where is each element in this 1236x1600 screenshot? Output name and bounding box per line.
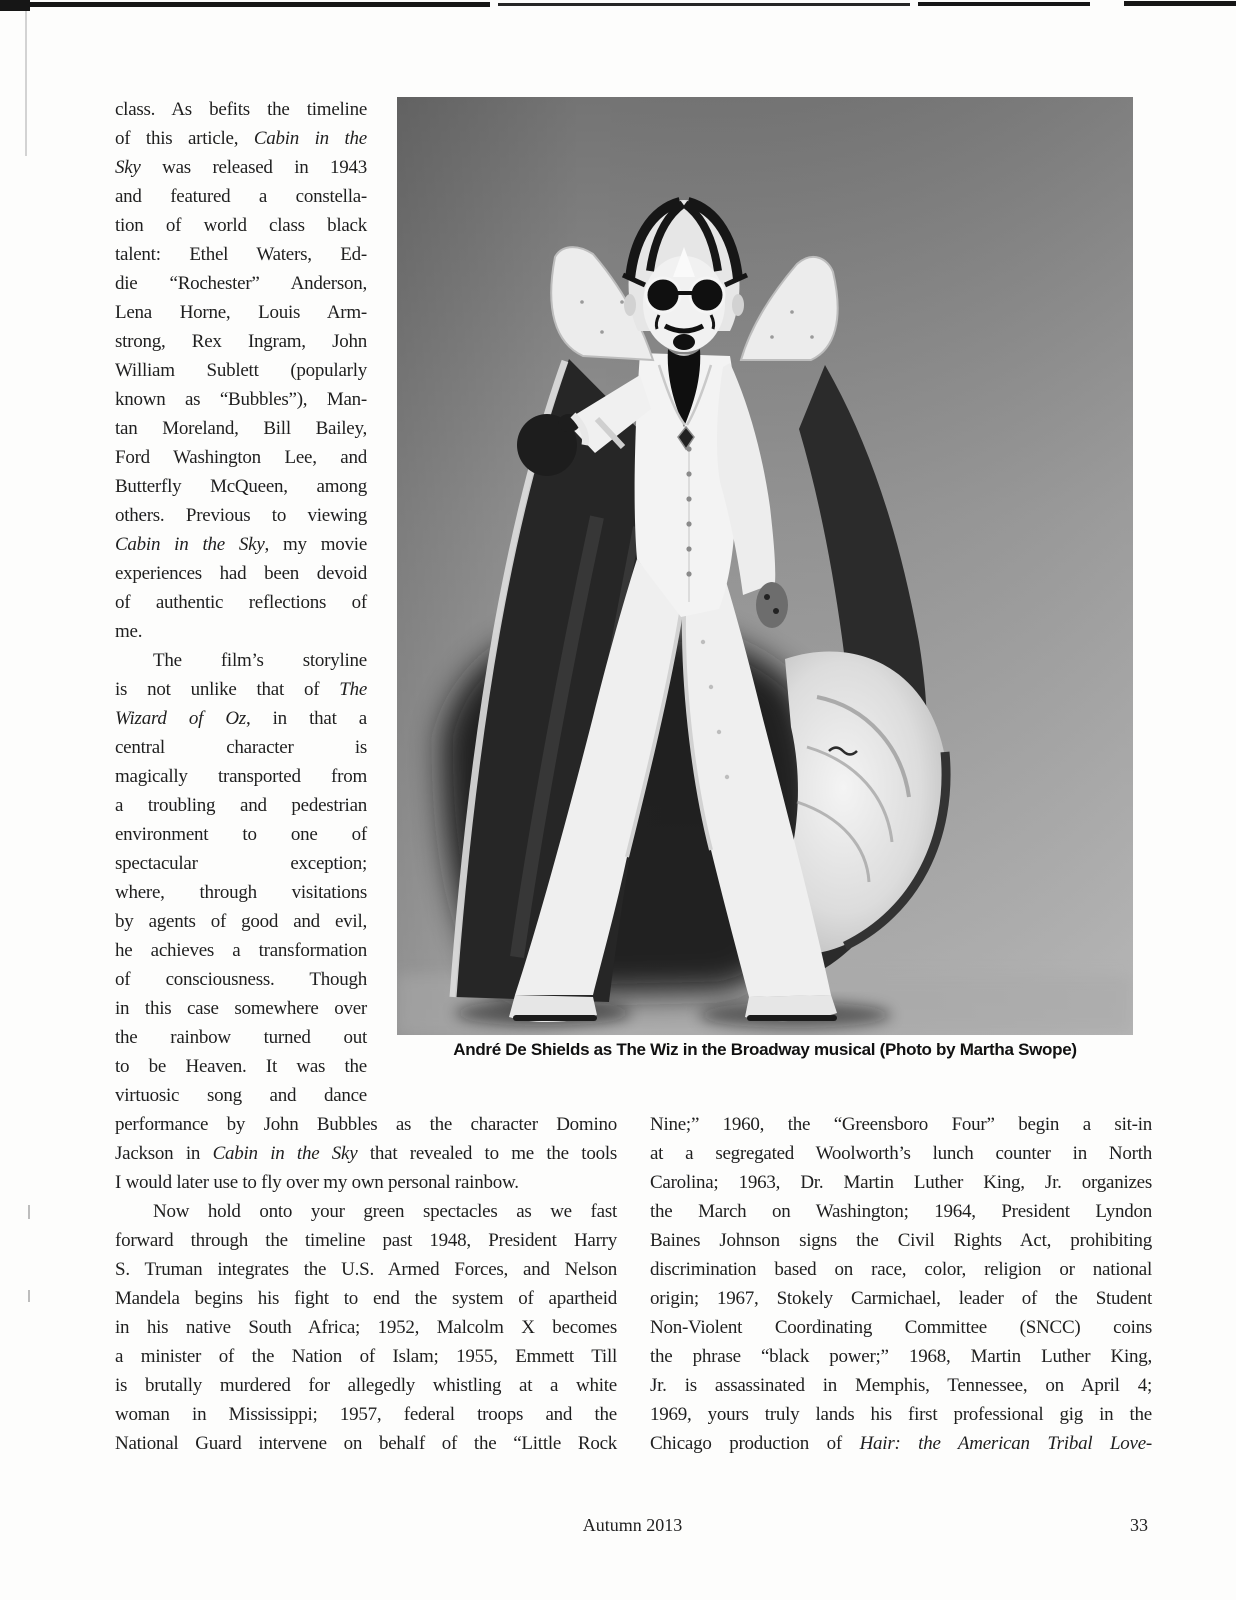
text-line: class. As befits the timeline	[115, 99, 367, 120]
wiz-photo	[397, 97, 1133, 1035]
text-line: and featured a constella-	[115, 186, 367, 207]
text-line: Chicago production of Hair: the American Tribal Love-	[650, 1433, 1152, 1454]
text-line: of authentic reflections of	[115, 592, 367, 613]
text-line: S. Truman integrates the U.S. Armed Forces, and Nelson	[115, 1259, 617, 1280]
text-line: where, through visitations	[115, 882, 367, 903]
text-line: tan Moreland, Bill Bailey,	[115, 418, 367, 439]
text-line: a troubling and pedestrian	[115, 795, 367, 816]
text-line: of this article, Cabin in the	[115, 128, 367, 149]
text-line: experiences had been devoid	[115, 563, 367, 584]
text-line: is brutally murdered for allegedly whistling at a white	[115, 1375, 617, 1396]
text-line: the rainbow turned out	[115, 1027, 367, 1048]
scan-artifact-speck	[28, 1290, 30, 1302]
text-line: origin; 1967, Stokely Carmichael, leader of the Student	[650, 1288, 1152, 1309]
scan-artifact-top-line	[918, 2, 1090, 6]
text-line: 1969, yours truly lands his first professional gig in the	[650, 1404, 1152, 1425]
text-line: Ford Washington Lee, and	[115, 447, 367, 468]
text-line: National Guard intervene on behalf of the “Little Rock	[115, 1433, 617, 1454]
text-line: of consciousness. Though	[115, 969, 367, 990]
article-column-narrow	[115, 95, 367, 1110]
text-line: the March on Washington; 1964, President Lyndon	[650, 1201, 1152, 1222]
text-line: Wizard of Oz, in that a	[115, 708, 367, 729]
scan-artifact-top-line	[498, 3, 910, 6]
text-line: virtuosic song and dance	[115, 1085, 367, 1106]
text-line: die “Rochester” Anderson,	[115, 273, 367, 294]
footer-page-number: 33	[1130, 1515, 1148, 1535]
text-line: tion of world class black	[115, 215, 367, 236]
text-line: woman in Mississippi; 1957, federal troops and the	[115, 1404, 617, 1425]
text-line: in this case somewhere over	[115, 998, 367, 1019]
text-line: Carolina; 1963, Dr. Martin Luther King, Jr. organizes	[650, 1172, 1152, 1193]
text-line: forward through the timeline past 1948, President Harry	[115, 1230, 617, 1251]
text-line: Jr. is assassinated in Memphis, Tennessee, on April 4;	[650, 1375, 1152, 1396]
text-line: central character is	[115, 737, 367, 758]
article-column-bottom-left	[115, 1110, 617, 1458]
text-line: known as “Bubbles”), Man-	[115, 389, 367, 410]
scan-artifact-top-line	[30, 2, 490, 7]
text-line: Baines Johnson signs the Civil Rights Act, prohibiting	[650, 1230, 1152, 1251]
text-line: discrimination based on race, color, religion or national	[650, 1259, 1152, 1280]
text-line: at a segregated Woolworth’s lunch counter in North	[650, 1143, 1152, 1164]
text-line: Butterfly McQueen, among	[115, 476, 367, 497]
text-line: Cabin in the Sky, my movie	[115, 534, 367, 555]
text-line: Non-Violent Coordinating Committee (SNCC) coins	[650, 1317, 1152, 1338]
text-line: I would later use to fly over my own personal rainbow.	[115, 1172, 519, 1193]
text-line: William Sublett (popularly	[115, 360, 367, 381]
text-line: talent: Ethel Waters, Ed-	[115, 244, 367, 265]
text-line: by agents of good and evil,	[115, 911, 367, 932]
scan-artifact-vertical-line	[25, 11, 27, 156]
text-line: others. Previous to viewing	[115, 505, 367, 526]
scan-artifact-corner-blob	[0, 0, 30, 11]
text-line: Now hold onto your green spectacles as we fast	[153, 1201, 617, 1222]
text-line: in his native South Africa; 1952, Malcolm X becomes	[115, 1317, 617, 1338]
text-line: Lena Horne, Louis Arm-	[115, 302, 367, 323]
article-photo	[397, 97, 1133, 1035]
page-footer	[115, 1515, 1150, 1536]
text-line: he achieves a transformation	[115, 940, 367, 961]
text-line: to be Heaven. It was the	[115, 1056, 367, 1077]
text-line: me.	[115, 621, 143, 642]
text-line: performance by John Bubbles as the character Domino	[115, 1114, 617, 1135]
text-line: Mandela begins his fight to end the system of apartheid	[115, 1288, 617, 1309]
scan-artifact-speck	[28, 1205, 30, 1219]
text-line: strong, Rex Ingram, John	[115, 331, 367, 352]
text-line: is not unlike that of The	[115, 679, 367, 700]
text-line: Nine;” 1960, the “Greensboro Four” begin a sit-in	[650, 1114, 1152, 1135]
text-line: Jackson in Cabin in the Sky that revealed to me the tools	[115, 1143, 618, 1164]
article-column-bottom-right	[650, 1110, 1152, 1458]
text-line: Sky was released in 1943	[115, 157, 367, 178]
footer-issue: Autumn 2013	[582, 1515, 683, 1535]
text-line: spectacular exception;	[115, 853, 367, 874]
text-line: environment to one of	[115, 824, 367, 845]
text-line: The film’s storyline	[153, 650, 367, 671]
text-line: a minister of the Nation of Islam; 1955, Emmett Till	[115, 1346, 617, 1367]
photo-caption: André De Shields as The Wiz in the Broadway musical (Photo by Martha Swope)	[453, 1040, 1077, 1059]
scan-artifact-top-line	[1124, 1, 1236, 6]
text-line: magically transported from	[115, 766, 367, 787]
text-line: the phrase “black power;” 1968, Martin Luther King,	[650, 1346, 1152, 1367]
